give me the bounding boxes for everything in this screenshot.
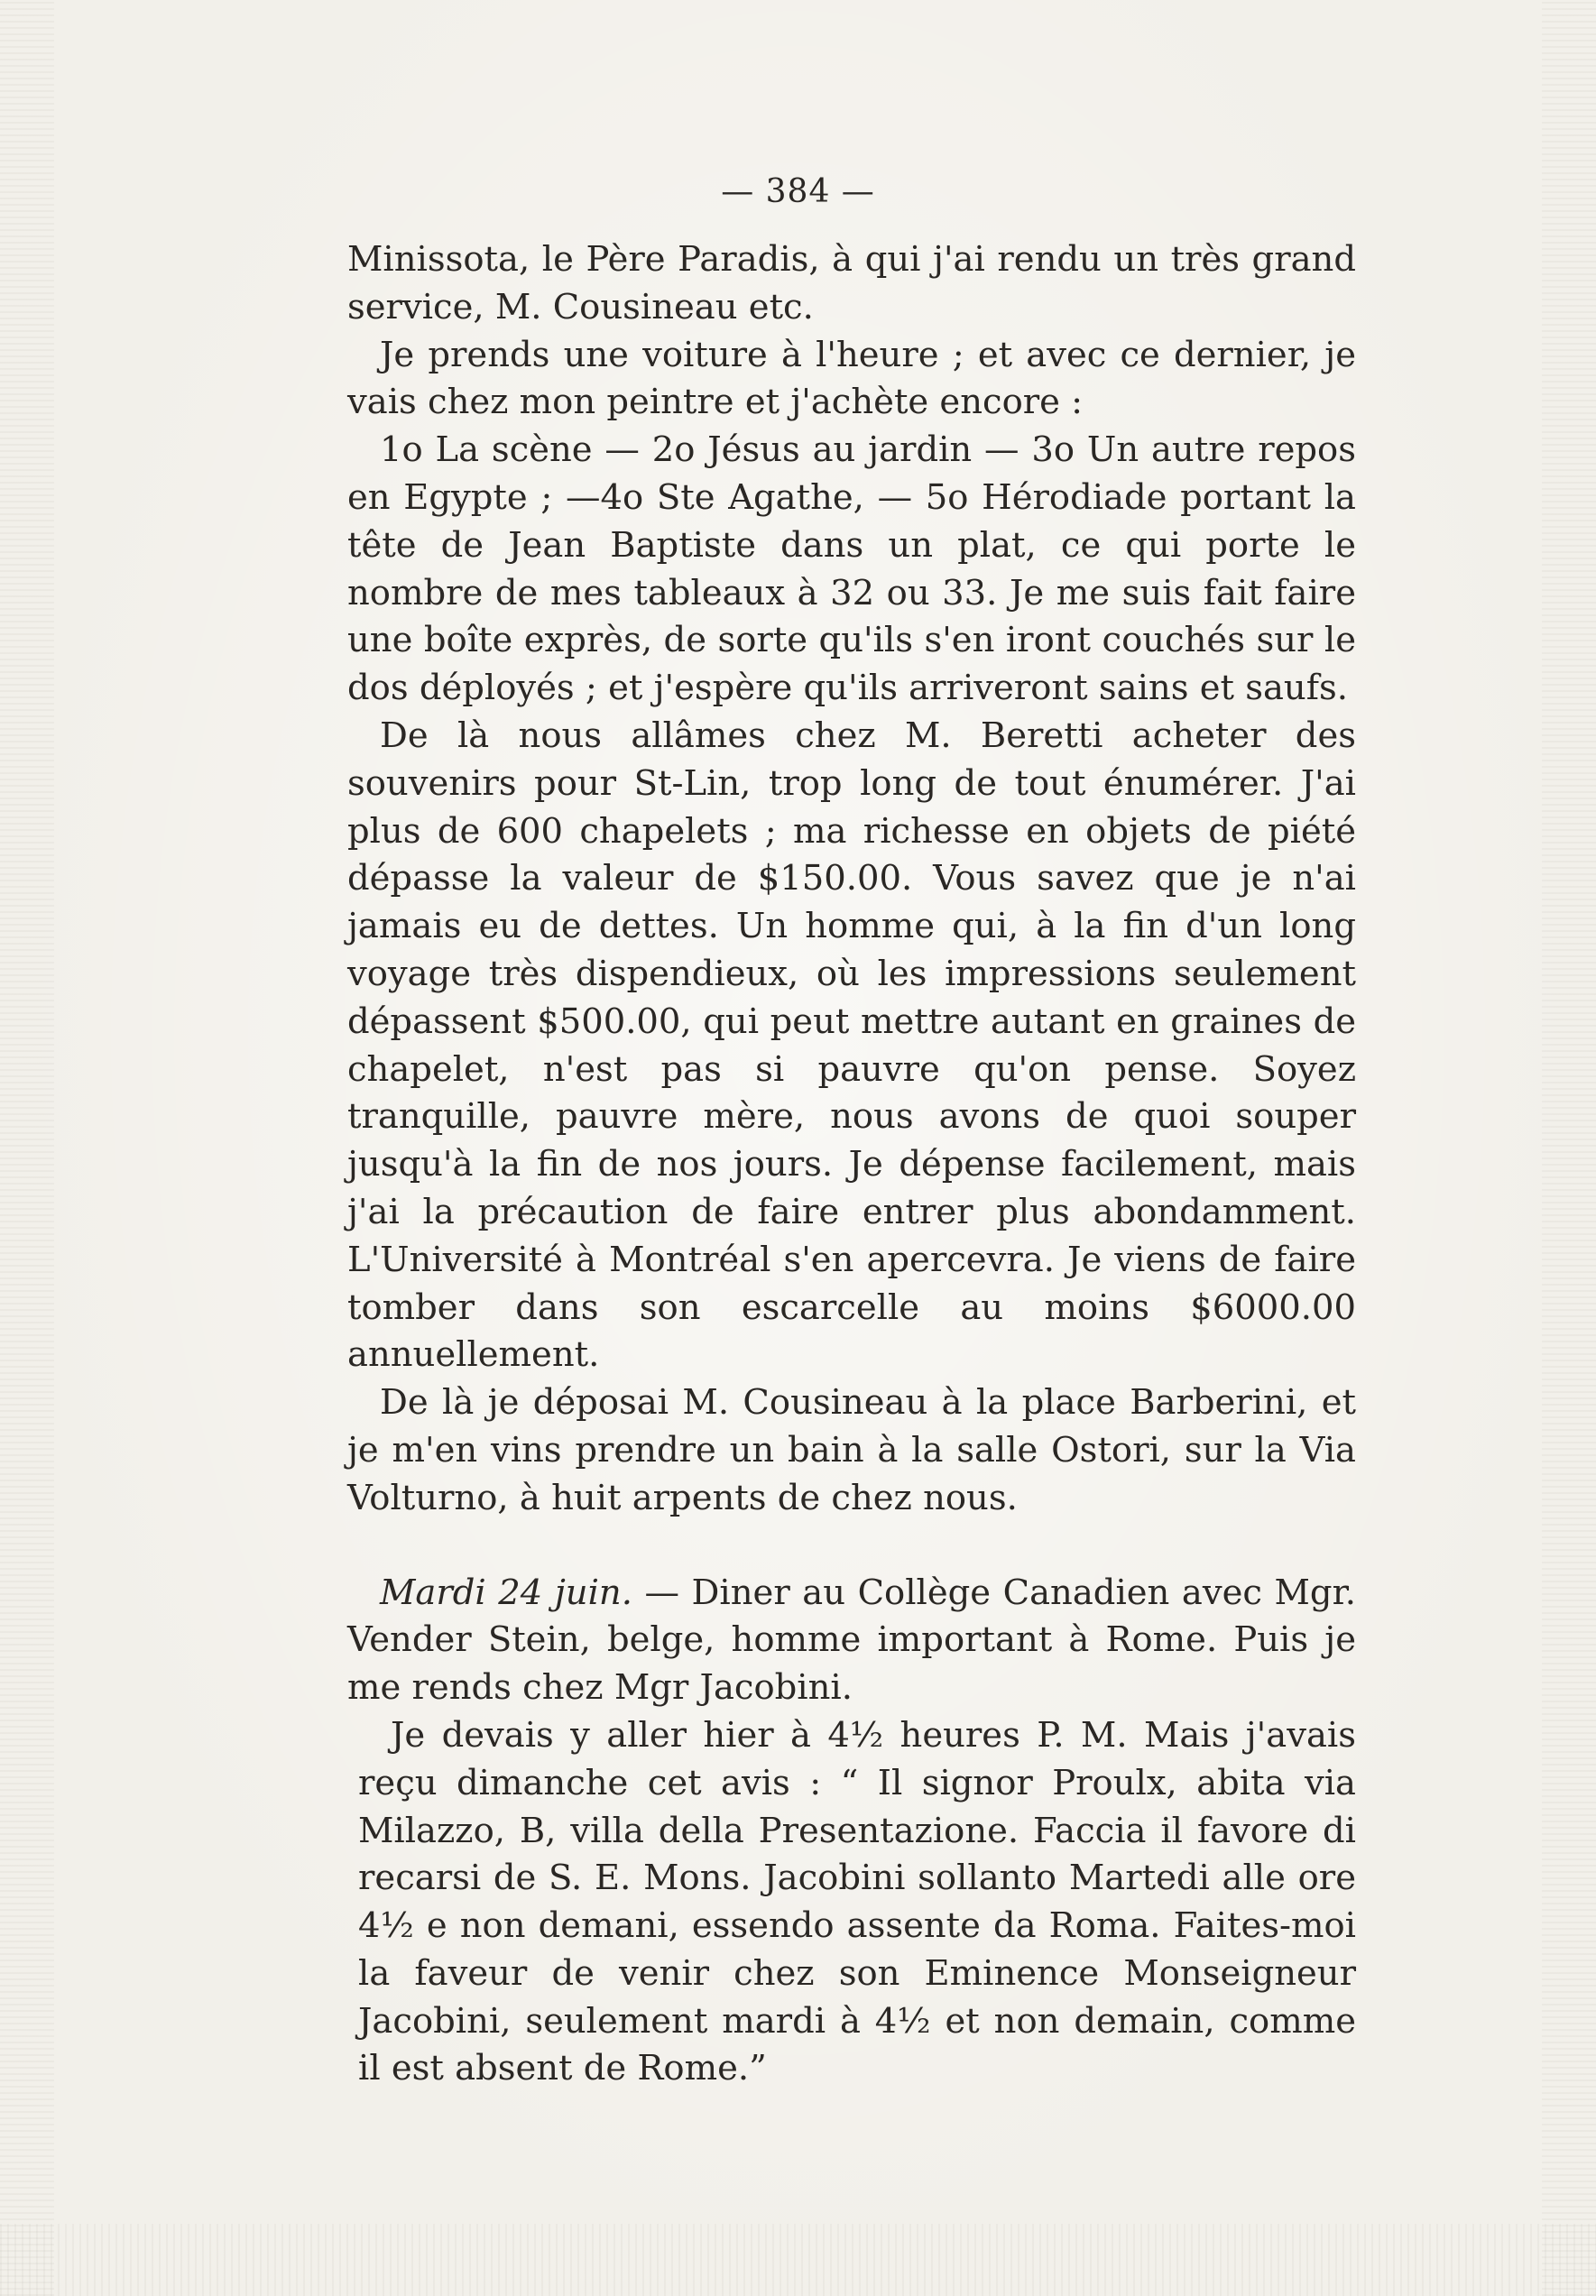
paragraph-mardi-text: — Diner au Collège Canadien avec Mgr. Vender Stein, belge, homme important à Rome. Puis je me rends chez Mgr Jacobini. (347, 1572, 1356, 1709)
paragraph-mardi (347, 1570, 1356, 1712)
page-edge-bottom (0, 2224, 1596, 2296)
body-text (347, 236, 1356, 2093)
page-number: — 384 — (721, 173, 875, 210)
paragraph-beretti: De là nous allâmes chez M. Beretti acheter des souvenirs pour St-Lin, trop long de tout énumérer. J'ai plus de 600 chapelets ; ma richesse en objets de piété dépasse la valeur de $150.00. Vous savez que je n'ai jamais eu de dettes. Un homme qui, à la fin d'un long voyage très dispendieux, où les impressions seulement dépassent $500.00, qui peut mettre autant en graines de chapelet, n'est pas si pauvre qu'on pense. Soyez tranquille, pauvre mère, nous avons de quoi souper jusqu'à la fin de nos jours. Je dépense facilement, mais j'ai la précaution de faire entrer plus abondamment. L'Université à Montréal s'en apercevra. Je viens de faire tomber dans son escarcelle au moins $6000.00 annuellement. (347, 715, 1356, 1376)
paragraph-barberini: De là je déposai M. Cousineau à la place Barberini, et je m'en vins prendre un bain à la salle Ostori, sur la Via Volturno, à huit arpents de chez nous. (347, 1382, 1356, 1518)
paragraph-avis: Je devais y aller hier à 4½ heures P. M. Mais j'avais reçu dimanche cet avis : “ Il signor Proulx, abita via Milazzo, B, villa della Presentazione. Faccia il favore di recarsi de S. E. Mons. Jacobini sollanto Martedi alle ore 4½ e non demani, essendo assente da Roma. Faites-moi la faveur de venir chez son Eminence Monseigneur Jacobini, seulement mardi à 4½ et non demain, comme il est absent de Rome.” (358, 1714, 1356, 2089)
paragraph-continuation: Minissota, le Père Paradis, à qui j'ai rendu un très grand service, M. Cousineau etc. (347, 239, 1356, 327)
paragraph-tableaux: 1o La scène — 2o Jésus au jardin — 3o Un autre repos en Egypte ; —4o Ste Agathe, — 5o Hérodiade portant la tête de Jean Baptiste dans un plat, ce qui porte le nombre de mes tableaux à 32 ou 33. Je me suis fait faire une boîte exprès, de sorte qu'ils s'en iront couchés sur le dos déployés ; et j'espère qu'ils arriveront sains et saufs. (347, 429, 1356, 709)
paragraph-voiture: Je prends une voiture à l'heure ; et avec ce dernier, je vais chez mon peintre et j'achète encore : (347, 334, 1356, 423)
page-edge-right (1542, 0, 1596, 2296)
date-heading: Mardi 24 juin. (380, 1572, 632, 1613)
page-edge-left (0, 0, 54, 2296)
